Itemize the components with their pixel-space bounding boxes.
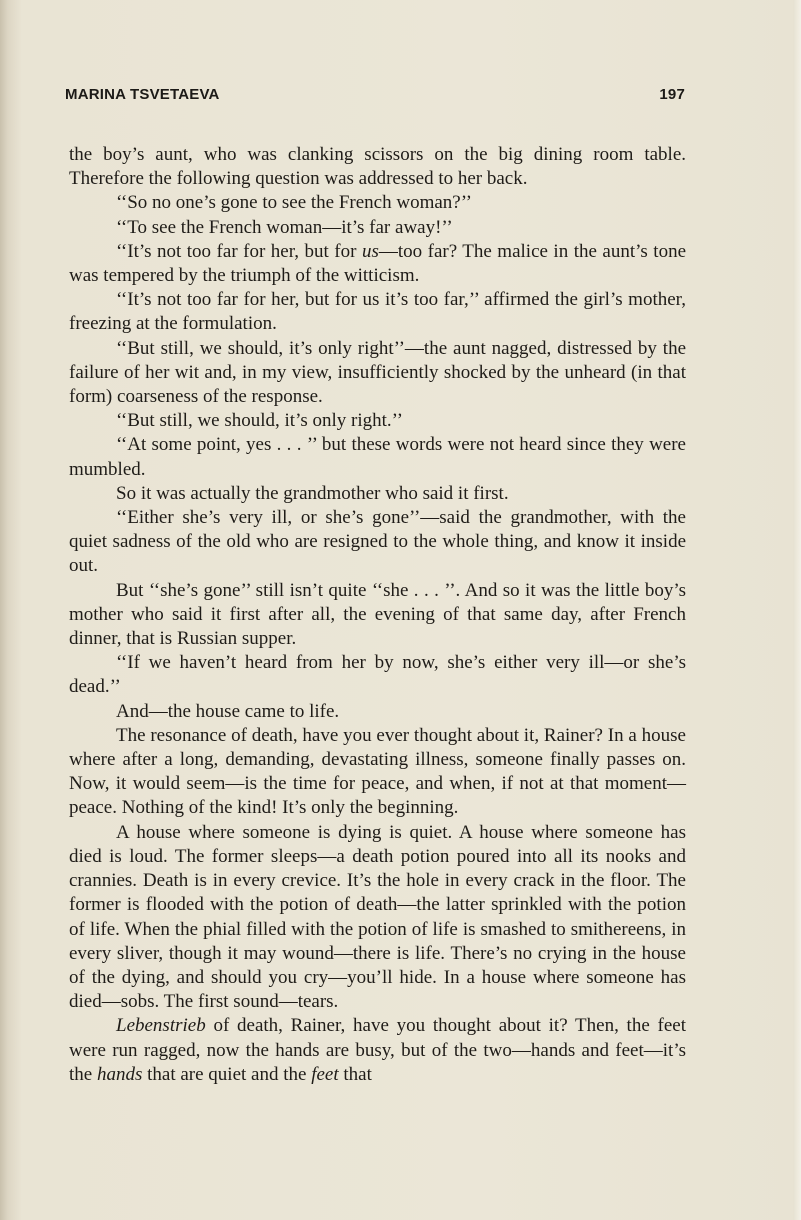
paragraph: But ‘‘she’s gone’’ still isn’t quite ‘‘she . . . ’’. And so it was the little boy’s mother who said it first after all, the evening of that same day, after French dinner, that is Russian supper. (69, 579, 686, 650)
paragraph: ‘‘It’s not too far for her, but for us it’s too far,’’ affirmed the girl’s mother, freezing at the formulation. (69, 289, 686, 335)
paragraph: And—the house came to life. (116, 700, 340, 722)
emphasis: feet (311, 1063, 339, 1085)
paragraph: ‘‘But still, we should, it’s only right’’—the aunt nagged, distressed by the failure of her wit and, in my view, insufficiently shocked by the unheard (in that form) coarseness of the response. (69, 337, 686, 408)
paragraph: the boy’s aunt, who was clanking scissors on the big dining room table. Therefore the following question was addressed to her back. (69, 144, 686, 190)
emphasis: us (361, 240, 379, 262)
page-number: 197 (659, 86, 685, 103)
paragraph: ‘‘So no one’s gone to see the French woman?’’ (116, 192, 472, 214)
paragraph: ‘‘At some point, yes . . . ’’ but these words were not heard since they were mumbled. (69, 434, 686, 480)
paragraph: ‘‘To see the French woman—it’s far away!’’ (116, 216, 453, 238)
paragraph (69, 1014, 686, 1087)
paragraph-text: —too far? The malice in the aunt’s tone was tempered by the triumph of the witticism. (69, 240, 686, 287)
paragraph: ‘‘If we haven’t heard from her by now, she’s either very ill—or she’s dead.’’ (69, 652, 686, 698)
running-head-author: MARINA TSVETAEVA (65, 86, 220, 103)
body-text (69, 143, 686, 1087)
emphasis: Lebenstrieb (116, 1015, 206, 1037)
paragraph-text: of death, Rainer, have you thought about it? Then, the feet were run ragged, now the hands are busy, but of the two—hands and feet—it’s the (69, 1015, 686, 1085)
paragraph: ‘‘But still, we should, it’s only right.’’ (116, 410, 403, 432)
page-edge (793, 0, 801, 1220)
paragraph-text: ‘‘It’s not too far for her, but for (116, 240, 362, 262)
paragraph: A house where someone is dying is quiet. A house where someone has died is loud. The former sleeps—a death potion poured into all its nooks and crannies. Death is in every crevice. It’s the hole in every crack in the floor. The former is flooded with the potion of death—the latter sprinkled with the potion of life. When the phial filled with the potion of life is smashed to smithereens, in every sliver, though it may wound—there is life. There’s no crying in the house of the dying, and should you cry—you’ll hide. In a house where someone has died—sobs. The first sound—tears. (69, 821, 686, 1013)
paragraph-text: that are quiet and the (142, 1063, 312, 1085)
paragraph (69, 240, 686, 288)
emphasis: hands (96, 1063, 143, 1085)
paragraph-text: that (338, 1063, 372, 1085)
paragraph: So it was actually the grandmother who said it first. (116, 482, 509, 504)
paragraph: ‘‘Either she’s very ill, or she’s gone’’—said the grandmother, with the quiet sadness of the old who are resigned to the whole thing, and know it inside out. (69, 507, 686, 577)
paragraph: The resonance of death, have you ever thought about it, Rainer? In a house where after a long, demanding, devastating illness, someone finally passes on. Now, it would seem—is the time for peace, and when, if not at that moment—peace. Nothing of the kind! It’s only the beginning. (69, 724, 686, 819)
